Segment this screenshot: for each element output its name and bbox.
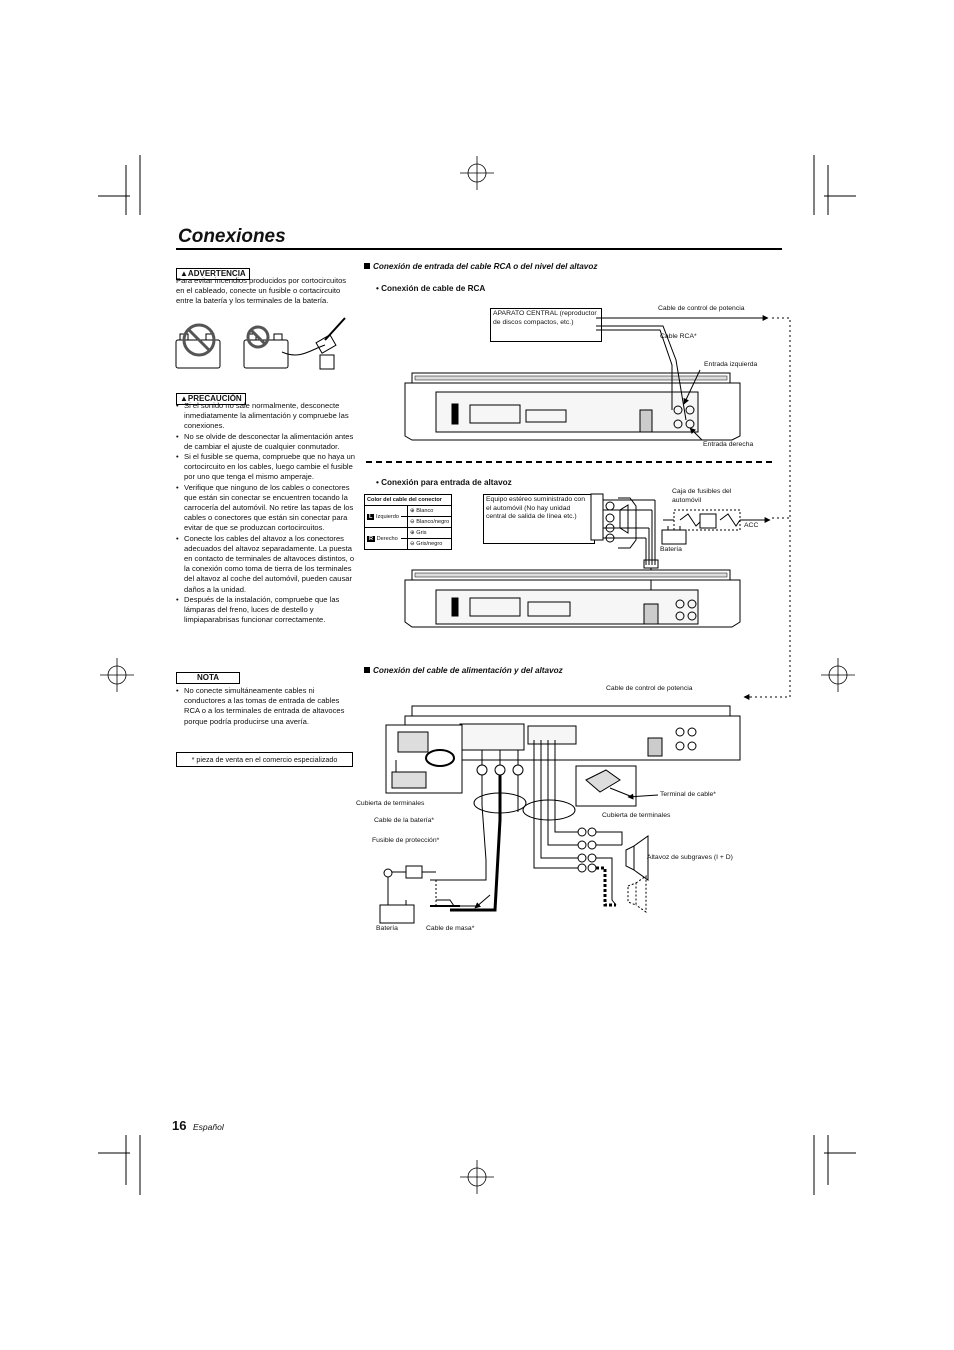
power-control-label: Cable de control de potencia [658,305,745,312]
caution-badge: ▲PRECAUCIÓN [176,388,246,406]
cable-terminal-label: Terminal de cable* [660,791,716,798]
warning-text: Para evitar incendios producidos por cortocircuitos en el cableado, conecte un fusible o cortacircuito entre la batería y los terminales de la batería. [176,276,347,306]
head-unit-box: APARATO CENTRAL (reproductor de discos compactos, etc.) [490,308,602,342]
terminal-cover-right-label: Cubierta de terminales [602,812,671,819]
list-item: • No se olvide de desconectar la alimentación antes de cambiar el ajuste de cualquier conmutador. [176,432,356,452]
section-heading-rca: Conexión de entrada del cable RCA o del nivel del altavoz [364,262,597,271]
speaker-subheading: • Conexión para entrada de altavoz [376,478,512,487]
warning-badge: ▲ADVERTENCIA [176,263,250,281]
battery-label-2: Batería [376,925,398,932]
minus-icon: ⊖ [410,541,415,547]
list-item: • Si el sonido no sale normalmente, desconecte inmediatamente la alimentación y compruebe las conexiones. [176,401,356,432]
rca-subheading: • Conexión de cable de RCA [376,284,486,293]
battery-2 [380,866,490,923]
terminal-cover-left-label: Cubierta de terminales [356,800,425,807]
power-control-label-2: Cable de control de potencia [606,685,693,692]
ground-cable-label: Cable de masa* [426,925,475,932]
nota-badge: NOTA [176,672,240,684]
list-item: • Verifique que ninguno de los cables o conectores que están sin conectar se encuentren tocando la carrocería del automóvil. No retire las tapas de los cables o conectores que están sin conectar para evitar de que se produzcan cortocircuitos. [176,483,356,534]
acc-label: ACC [744,522,759,529]
fuse-box-label: Caja de fusibles del automóvil [672,488,732,504]
factory-stereo-box: Equipo estéreo suministrado con el automóvil (No hay unidad central de salida de línea etc.) [483,494,595,544]
terminal-inset-left [386,725,462,793]
list-item: • No conecte simultáneamente cables ni conductores a las tomas de entrada de cables RCA o a los terminales de entrada de altavoces porque podría producirse una avería. [176,686,356,727]
footnote: * pieza de venta en el comercio especializado [176,752,353,767]
amplifier-unit-2 [405,570,740,627]
right-input-label: Entrada derecha [703,441,754,448]
battery-cable-label: Cable de la batería* [374,817,435,824]
caution-triangle-icon: ▲ [180,394,188,403]
minus-icon: ⊖ [410,519,415,525]
protection-fuse-label: Fusible de protección* [372,837,440,844]
section-heading-power: Conexión del cable de alimentación y del altavoz [364,666,563,675]
page-number: 16 [172,1118,187,1133]
amplifier-unit-1 [405,373,740,440]
warning-triangle-icon: ▲ [180,269,188,278]
left-input-label: Entrada izquierda [704,361,758,368]
plus-icon: ⊕ [410,530,415,536]
list-item: • Conecte los cables del altavoz a los conectores adecuados del altavoz separadamente. La puesta en contacto de terminales de altavoces distintos, o la conexión como toma de tierra de los terminales del altavoz al coche del automóvil, pueden causar daños a la unidad. [176,534,356,595]
color-table-header: Color del cable del conector [365,495,452,506]
list-item: • Después de la instalación, compruebe que las lámparas del freno, luces de destello y limpiaparabrisas funcionar correctamente. [176,595,356,626]
page-language: Español [193,1122,224,1132]
list-item: • Si el fusible se quema, compruebe que no haya un cortocircuito en los cables, luego cambie el fusible por uno que tenga el mismo amperaje. [176,452,356,483]
fuse-box [662,510,770,544]
plus-icon: ⊕ [410,508,415,514]
rca-cable-label: Cable RCA* [660,333,697,340]
terminal-inset-right [576,766,636,806]
speaker-input-wiring [591,494,658,600]
battery-label-1: Batería [660,546,682,553]
page-title: Conexiones [178,226,286,247]
subwoofer-label: Altavoz de subgraves (I + D) [647,854,733,861]
color-table: Color del cable del conector L Izquierdo ⊕ Blanco ⊖ Blanco/negro R Derecho ⊕ Gris ⊖ Gris/negro [364,494,452,550]
